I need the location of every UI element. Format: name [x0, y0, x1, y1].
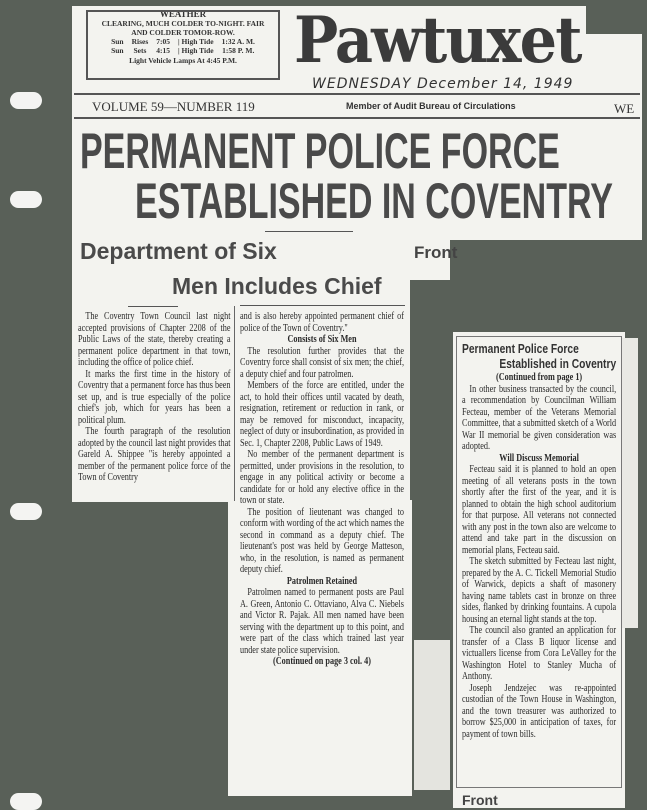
- weather-title: WEATHER: [159, 10, 207, 19]
- section-heading: Consists of Six Men: [287, 334, 357, 345]
- binder-hole: [10, 503, 42, 520]
- paragraph: No member of the permanent department is permitted, under provisions in the resolution, to engage in any political activity or become a candidate for or hold any elective office in the town or state.: [240, 449, 404, 506]
- fragment-text: Front: [414, 243, 458, 262]
- middle-column: [240, 311, 404, 668]
- clipping-edge-strip: [622, 338, 638, 628]
- divider: [74, 117, 640, 119]
- paragraph: and is also hereby appointed permanent chief of police of the Town of Coventry.": [240, 311, 404, 334]
- sun-tide-table: [107, 38, 259, 55]
- cell: Sun: [111, 45, 124, 55]
- headline-line-1: PERMANENT POLICE FORCE: [80, 123, 560, 179]
- divider: [74, 93, 640, 95]
- paragraph: Joseph Jendzejec was re-appointed custodian of the Town House in Washington, and the town treasurer was authorized to borrow $25,000 in anticipation of taxes, for payment of town bills.: [462, 682, 617, 740]
- audit-bureau: Member of Audit Bureau of Circulations: [346, 101, 516, 111]
- paragraph: Fecteau said it is planned to hold an open meeting of all veterans posts in the town shortly after the first of the year, and it is planned to obtain the high school auditorium for that purpose. All veterans not connected with any post in the town also are welcome to attend and take part in the discussion on memorial plans, Fecteau said.: [462, 464, 617, 556]
- cell: Sets: [133, 45, 147, 55]
- continued-note: (Continued on page 3 col. 4): [273, 656, 371, 667]
- right-column: [462, 342, 616, 740]
- divider: [265, 231, 353, 232]
- weather-forecast: CLEARING, MUCH COLDER TO-NIGHT. FAIR AND COLDER TOMOR-ROW.: [101, 19, 265, 37]
- paragraph: It marks the first time in the history of Coventry that a permanent force has thus been set up, and is true especially of the police chief's job, which for years has been a political plum.: [78, 368, 231, 426]
- cell: 4:15: [156, 45, 171, 55]
- binder-hole: [10, 92, 42, 109]
- divider: [128, 306, 178, 307]
- cell: | High Tide: [178, 45, 214, 55]
- nameplate: Pawtuxet: [294, 3, 581, 78]
- cell: 7:05: [156, 37, 171, 46]
- vehicle-lamps: Light Vehicle Lamps At 4:45 P.M.: [129, 56, 237, 65]
- headline-line-2: ESTABLISHED IN COVENTRY: [135, 173, 613, 229]
- masthead-edge-text: WE: [614, 101, 635, 116]
- column-rule: [234, 306, 235, 501]
- paragraph: The position of lieutenant was changed to conform with wording of the act which names the second in command as a deputy chief. The lieutenant's post was held by George Matteson, who, in the resolution, is named as permanent deputy chief.: [240, 506, 404, 575]
- fragment-text: Front: [462, 792, 498, 808]
- paragraph: In other business transacted by the council, a recommendation by Councilman William Fecteau, member of the Veterans Memorial Committee, that a submitted sketch of a World War II memorial be given consideration was adopted.: [462, 383, 617, 452]
- cell: 1:58 P. M.: [222, 45, 255, 55]
- section-heading: Patrolmen Retained: [286, 575, 358, 587]
- cell: Rises: [131, 37, 149, 46]
- weather-box: [86, 10, 280, 80]
- paragraph: Members of the force are entitled, under the act, to hold their offices until vacated by death, resignation, retirement or reduction in rank, or may be removed for misconduct, incapacity, neglect of duty or insubordination, as provided in Sec. 1, Chapter 2208, Public Laws of 1949.: [240, 380, 404, 449]
- paragraph: The Coventry Town Council last night accepted provisions of Chapter 2208 of the Public Laws of the state, thereby creating a permanent police department in that town, including the office of police chief.: [78, 311, 231, 368]
- paragraph: The council also granted an application for transfer of a Class B liquor license and victuallers license from Cora LeValley for the Washington Hotel to Stanley Mucha of Anthony.: [462, 625, 617, 682]
- cell: 1:32 A. M.: [221, 37, 255, 46]
- left-column: [78, 311, 231, 484]
- subhead-line-1: Department of Six: [80, 238, 277, 264]
- paragraph: The sketch submitted by Fecteau last night, prepared by the A. C. Tickell Memorial Studio of Warwick, depicts a shaft of masonery having name tablets cast in bronze on three sides, flanked by drinking fountains. A cupola housing an eternal light stands at the top.: [462, 556, 617, 625]
- paragraph: Patrolmen named to permanent posts are Paul A. Green, Antonio C. Ottaviano, Alva C. Niebels and Victor R. Pajak. All men named have been serving with the department up to this point, and were part of the class which trained last year under state police supervision.: [240, 587, 404, 656]
- continuation-headline-1: Permanent Police Force: [462, 342, 579, 356]
- cell: | High Tide: [178, 37, 214, 46]
- section-heading: Will Discuss Memorial: [499, 452, 579, 464]
- volume-number: VOLUME 59—NUMBER 119: [92, 99, 255, 114]
- subhead-line-2: Men Includes Chief: [172, 273, 382, 299]
- binder-hole: [10, 191, 42, 208]
- cell: Sun: [111, 37, 124, 46]
- binder-hole: [10, 793, 42, 810]
- clipping-edge-strip: [414, 640, 450, 790]
- continued-from-note: (Continued from page 1): [495, 372, 583, 383]
- handwritten-date: WEDNESDAY December 14, 1949: [312, 76, 574, 92]
- paragraph: The resolution further provides that the Coventry force shall consist of six men; the chief, a deputy chief and four patrolmen.: [240, 345, 404, 380]
- paragraph: The fourth paragraph of the resolution adopted by the council last night provides that Gareld A. Shippee "is hereby appointed a member of the permanent police force of the Town of Coventry: [78, 426, 231, 483]
- divider: [240, 305, 405, 306]
- continuation-headline-2: Established in Coventry: [499, 357, 617, 371]
